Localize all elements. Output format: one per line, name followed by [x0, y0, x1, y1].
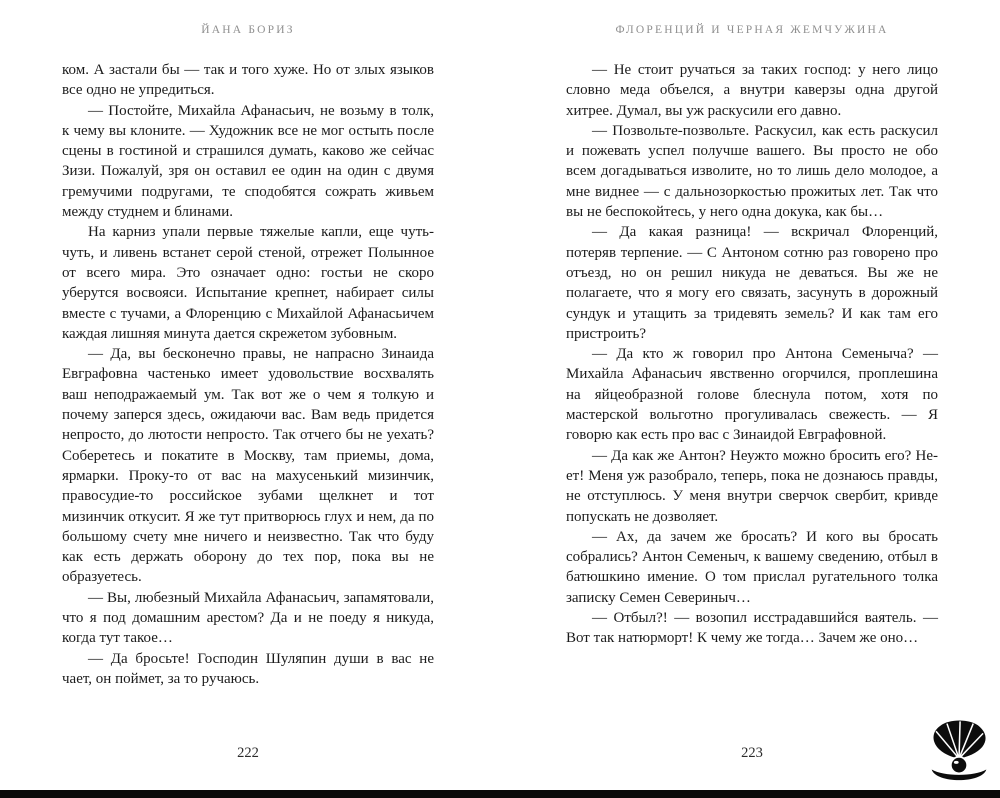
paragraph: — Ах, да зачем же бросать? И кого вы бросать собрались? Антон Семеныч, к вашему сведению, отбыл в батюшкино имение. О том прислал ругательного толка записку Семен Севериныч… — [566, 528, 938, 606]
paragraph: ком. А застали бы — так и того хуже. Но от злых языков все одно не упредиться. — [62, 62, 434, 99]
left-running-head: ЙАНА БОРИЗ — [201, 24, 295, 36]
paragraph: На карниз упали первые тяжелые капли, еще чуть-чуть, и ливень встанет серой стеной, отрежет Полынное от всего мира. Это означает одно: гостьи не скоро уберутся восвояси. Испытание крепнет, набирает силы вместе с тучами, а Флоренцию с Михайлой Афанасьичем каждая лишняя минута дается скрежетом зубовным. — [62, 224, 434, 342]
right-page-body — [566, 60, 938, 649]
left-page-number: 222 — [237, 745, 259, 761]
oyster-pearl-icon — [924, 716, 994, 788]
right-running-head: ФЛОРЕНЦИЙ И ЧЕРНАЯ ЖЕМЧУЖИНА — [615, 24, 889, 36]
left-page-body — [62, 60, 434, 689]
paragraph: — Вы, любезный Михайла Афанасьич, запамятовали, что я под домашним арестом? Да и не поеду я никуда, когда тут такое… — [62, 589, 434, 647]
paragraph: — Отбыл?! — возопил исстрадавшийся ваятель. — Вот так натюрморт! К чему же тогда… Зачем же оно… — [566, 610, 938, 647]
right-page-number: 223 — [741, 745, 763, 761]
bottom-edge-bar — [0, 790, 1000, 798]
paragraph: — Постойте, Михайла Афанасьич, не возьму в толк, к чему вы клоните. — Художник все не мог остыть после сцены в гостиной и страшился думать, каково же сейчас Зизи. Пожалуй, зря он оставил ее один на один с двумя гремучими подругами, те сподобятся сожрать живьем между студнем и блинами. — [62, 102, 434, 221]
paragraph: — Да какая разница! — вскричал Флоренций, потеряв терпение. — С Антоном сотню раз говорено про отъезд, но он решил никуда не деваться. Вы же не полагаете, что я могу его связать, засунуть в дорожный сундук и утащить за тридевять земель? И как там его пристроить? — [566, 224, 938, 342]
paragraph: — Да бросьте! Господин Шуляпин души в вас не чает, он поймет, за то ручаюсь. — [62, 650, 434, 687]
paragraph: — Не стоит ручаться за таких господ: у него лицо словно меда объелся, а внутри каверзы одна другой хитрее. Думал, вы уж раскусили его давно. — [566, 62, 938, 119]
paragraph: — Да кто ж говорил про Антона Семеныча? — Михайла Афанасьич явственно огорчился, проплешина на яйцеобразной голове блеснула потом, хотя по мастерской вольготно прогуливалась свежесть. — Я говорю как есть про вас с Зинаидой Евграфовной. — [566, 346, 938, 444]
paragraph: — Да, вы бесконечно правы, не напрасно Зинаида Евграфовна частенько имеет удовольствие восхвалять ваш неподражаемый ум. Так вот же о чем я толкую и почему заперся здесь, ожидаючи вас. Вам ведь придется непросто, до лютости непросто. Так отчего бы не уехать? Соберетесь и покатите в Москву, там приемы, дома, ярмарки. Проку-то от вас на махусенький мизинчик, правосудие-то российское зубами щелкнет и тот мизинчик откусит. Я же тут притворюсь глух и нем, да по большому счету мне ничего и неизвестно. Так что буду как есть держать оборону до тех пор, пока вы не образуетесь. — [62, 346, 434, 586]
paragraph: — Позвольте-позвольте. Раскусил, как есть раскусил и пожевать успел получше вашего. Вы просто не обо всем догадываться изволите, но то лишь дело молодое, а мне виднее — с дальнозоркостью прожитых лет. Так что вы не беспокойтесь, у него одна докука, как бы… — [566, 122, 938, 221]
paragraph: — Да как же Антон? Неужто можно бросить его? Не-ет! Меня уж разобрало, теперь, пока не дознаюсь правды, не отступлюсь. У меня внутри сверчок свербит, кривде попускать не дозволяет. — [566, 447, 938, 525]
